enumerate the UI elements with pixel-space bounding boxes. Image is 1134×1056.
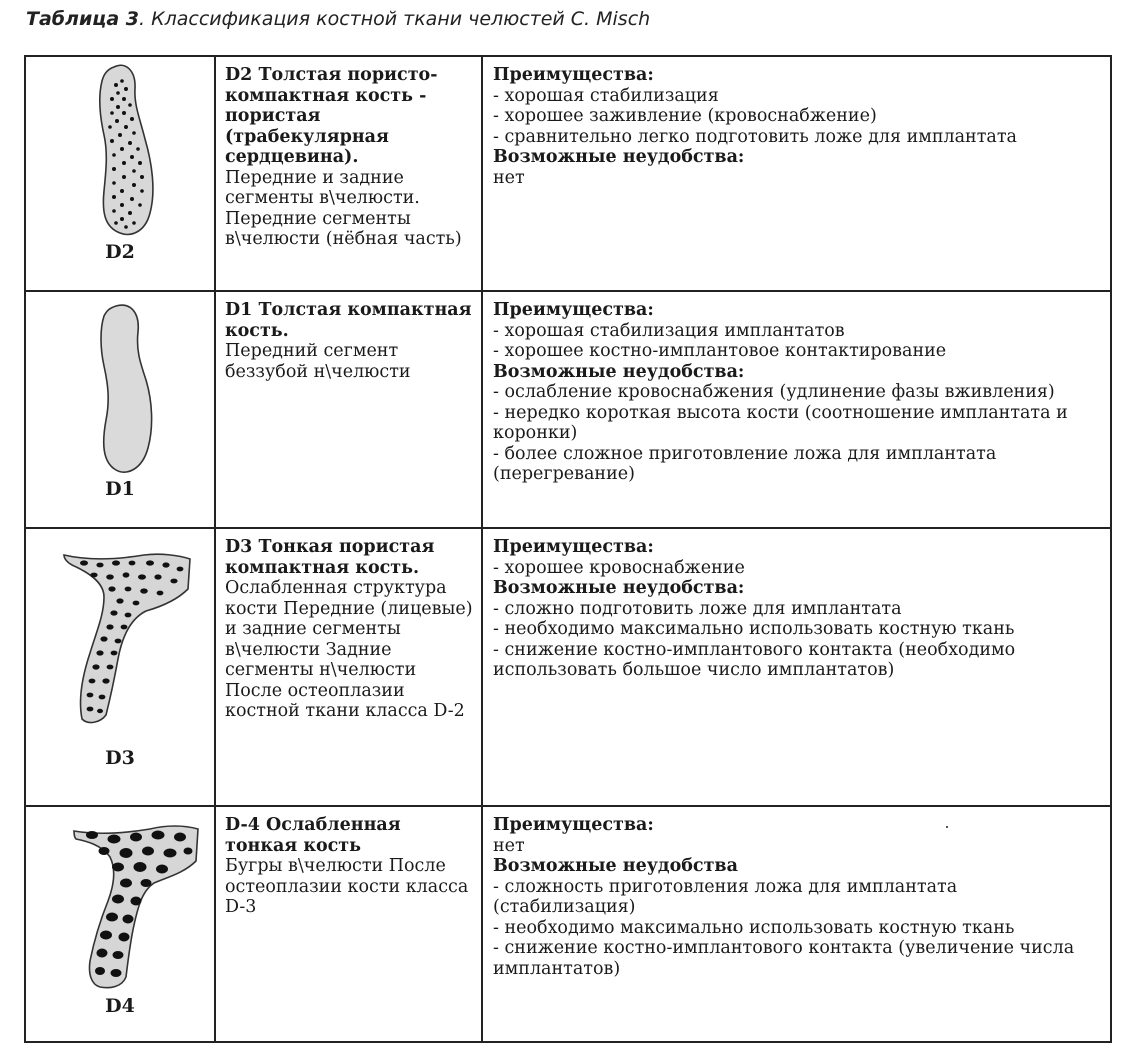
advantage-item: нет (493, 835, 525, 856)
bone-diagram-d1 (90, 302, 160, 477)
disadvantages-heading: Возможные неудобства: (493, 361, 745, 382)
image-cell-d3 (25, 528, 215, 806)
advantage-item: - хорошая стабилизация (493, 85, 719, 106)
table-row-d3 (25, 528, 1111, 806)
disadvantages-heading: Возможные неудобства: (493, 147, 745, 167)
bone-diagram-d2 (90, 63, 160, 238)
bone-location: Передние и задние сегменты в\челюсти. Передние сегменты в\челюсти (нёбная часть) (225, 167, 462, 249)
disadvantages-heading: Возможные неудобства: (493, 578, 745, 598)
disadvantage-item: - необходимо максимально использовать костную ткань (493, 619, 1015, 639)
bone-location: Передний сегмент беззубой н\челюсти (225, 341, 411, 382)
description-cell-d1 (215, 291, 482, 528)
disadvantage-item: - сложно подготовить ложе для имплантата (493, 598, 902, 619)
caption-label: Таблица 3 (26, 8, 140, 30)
properties-cell-d3 (482, 528, 1111, 806)
image-cell-d1 (25, 291, 215, 528)
advantage-item: - хорошее костно-имплантовое контактирование (493, 341, 947, 361)
image-cell-d4 (25, 806, 215, 1042)
advantages-heading: Преимущества: (493, 65, 654, 85)
advantages-heading: Преимущества: (493, 537, 654, 557)
advantage-item: - хорошее кровоснабжение (493, 557, 745, 578)
advantage-item: - сравнительно легко подготовить ложе для имплантата (493, 126, 1017, 147)
bone-type-title: D-4 Ослабленная тонкая кость (225, 815, 401, 856)
caption-text: . Классификация костной ткани челюстей C. Misch (139, 8, 651, 30)
bone-type-title: D1 Толстая компактная кость. (225, 300, 472, 341)
bone-location: Бугры в\челюсти После остеоплазии кости класса D-3 (225, 856, 469, 917)
description-cell-d3 (215, 528, 482, 806)
table-row-d1 (25, 291, 1111, 528)
table-row-d4 (25, 806, 1111, 1042)
image-cell-d2 (25, 56, 215, 291)
bone-location: Ослабленная структура кости Передние (лицевые) и задние сегменты в\челюсти Задние сегменты н\челюсти После остеоплазии костной ткани класса D-2 (225, 578, 473, 721)
stray-dot (946, 826, 948, 828)
classification-table (24, 55, 1112, 1043)
image-label-d4: D4 (105, 995, 135, 1017)
disadvantage-item: - снижение костно-имплантового контакта (увеличение числа имплантатов) (493, 938, 1080, 979)
advantages-heading: Преимущества: (493, 300, 654, 320)
disadvantage-item: - сложность приготовления ложа для имплантата (стабилизация) (493, 876, 963, 917)
table-row-d2 (25, 56, 1111, 291)
properties-cell-d2 (482, 56, 1111, 291)
advantage-item: - хорошее заживление (кровоснабжение) (493, 106, 877, 126)
image-label-d3: D3 (105, 747, 135, 769)
image-label-d1: D1 (105, 478, 135, 500)
description-cell-d4 (215, 806, 482, 1042)
bone-type-title: D3 Тонкая пористая компактная кость. (225, 537, 435, 578)
disadvantage-item: - более сложное приготовление ложа для имплантата (перегревание) (493, 443, 1002, 484)
disadvantage-item: нет (493, 167, 525, 188)
image-label-d2: D2 (105, 241, 135, 263)
disadvantage-item: - снижение костно-имплантового контакта (необходимо использовать большое число имплантатов) (493, 639, 1021, 680)
disadvantages-heading: Возможные неудобства (493, 856, 738, 876)
bone-diagram-d4 (70, 821, 210, 991)
properties-cell-d4 (482, 806, 1111, 1042)
properties-cell-d1 (482, 291, 1111, 528)
disadvantage-item: - ослабление кровоснабжения (удлинение фазы вживления) (493, 382, 1055, 402)
bone-diagram-d3 (60, 549, 200, 729)
disadvantage-item: - необходимо максимально использовать костную ткань (493, 917, 1015, 938)
disadvantage-item: - нередко короткая высота кости (соотношение имплантата и коронки) (493, 402, 1074, 443)
advantages-heading: Преимущества: (493, 815, 654, 835)
advantage-item: - хорошая стабилизация имплантатов (493, 320, 845, 341)
table-caption (26, 8, 650, 30)
description-cell-d2 (215, 56, 482, 291)
bone-type-title: D2 Толстая пористо-компактная кость - пористая (трабекулярная сердцевина). (225, 65, 438, 167)
